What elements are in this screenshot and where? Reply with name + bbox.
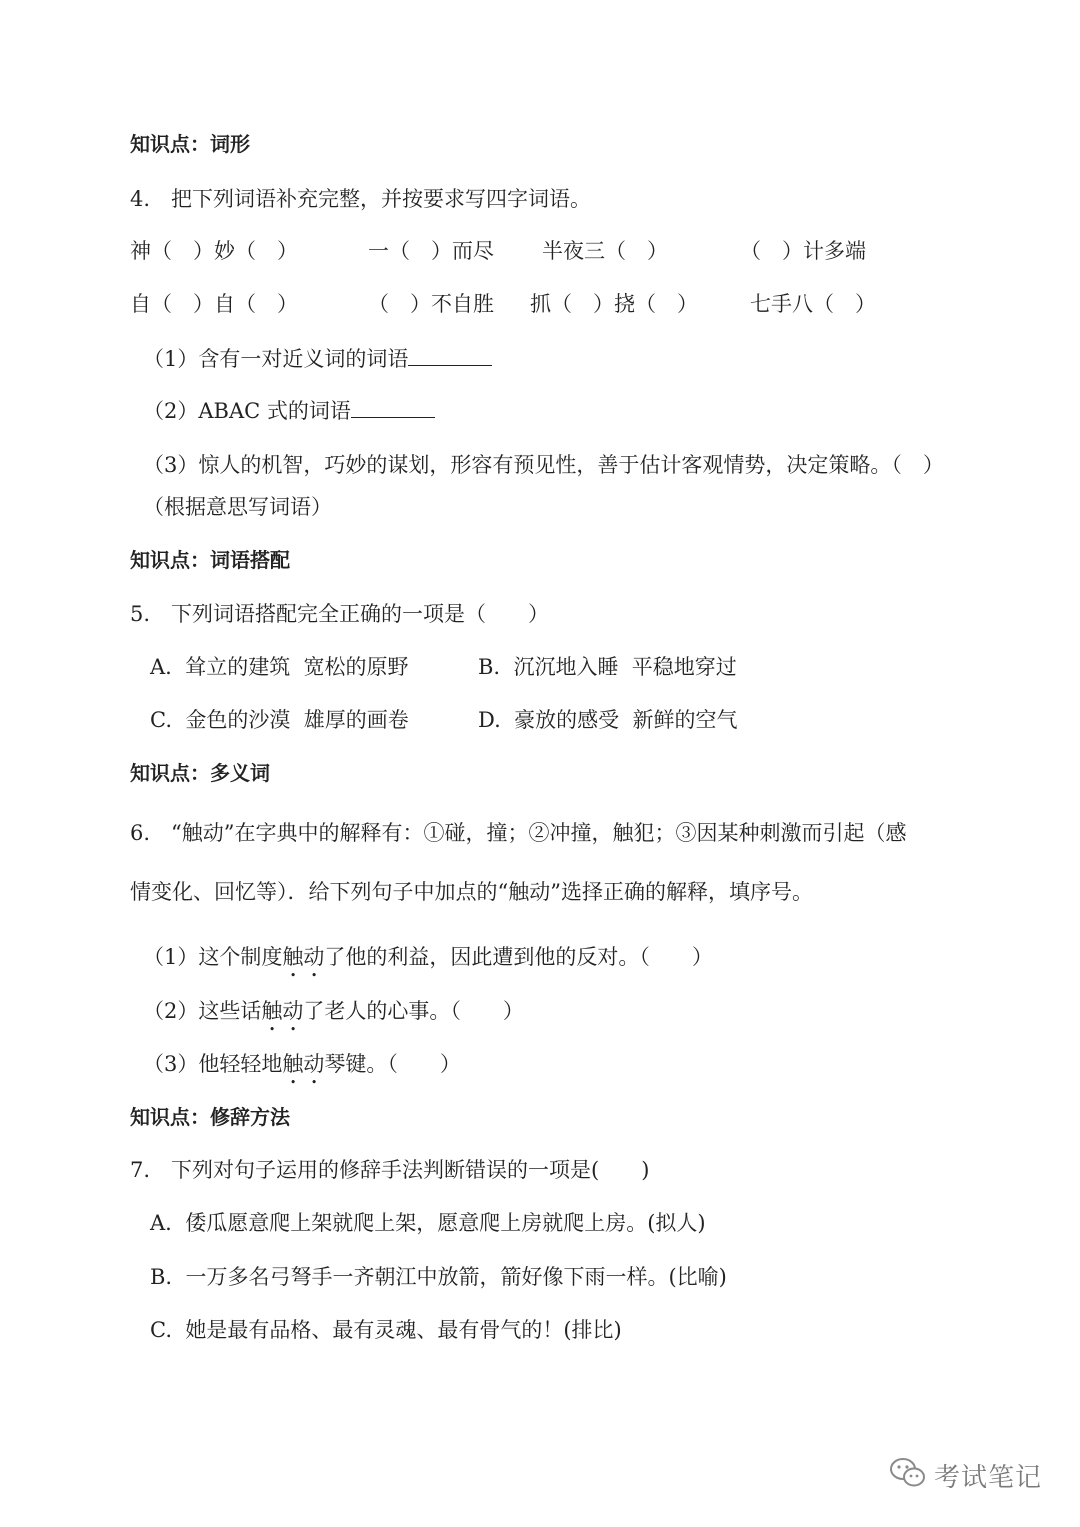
q6-s2-post: 了老人的心事。（ ） — [303, 999, 524, 1023]
question-4-stem: 4. 把下列词语补充完整，并按要求写四字词语。 — [130, 187, 592, 211]
q6-sentence3 — [143, 1049, 461, 1089]
dotted-word: 触动 — [282, 945, 325, 969]
q6-s2-pre: （2）这些话 — [143, 999, 262, 1023]
q5-option-b: B. 沉沉地入睡 平稳地穿过 — [478, 655, 737, 679]
answer-blank — [408, 347, 492, 366]
q4-row1-item1: 神（ ）妙（ ） — [130, 239, 298, 263]
q4-row1-item4: （ ）计多端 — [740, 239, 866, 263]
question-5-stem: 5. 下列词语搭配完全正确的一项是（ ） — [130, 602, 550, 626]
q4-part1 — [143, 344, 492, 374]
question-6-stem-line1: 6. “触动”在字典中的解释有：①碰，撞；②冲撞，触犯；③因某种刺激而引起（感 — [130, 821, 907, 845]
section-heading-word-form: 知识点：词形 — [130, 132, 250, 156]
q4-row2-item1: 自（ ）自（ ） — [130, 292, 298, 316]
dotted-word: 触动 — [282, 1052, 325, 1076]
q4-part3-note: （根据意思写词语） — [143, 495, 332, 519]
question-6-stem-line2: 情变化、回忆等）．给下列句子中加点的“触动”选择正确的解释，填序号。 — [130, 880, 813, 904]
watermark-text: 考试笔记 — [933, 1462, 1042, 1493]
q7-option-c: C. 她是最有品格、最有灵魂、最有骨气的！(排比) — [150, 1318, 622, 1342]
q4-part2-text: （2）ABAC 式的词语 — [143, 399, 351, 423]
q4-row1-item2: 一（ ）而尽 — [368, 239, 494, 263]
q7-option-a: A. 倭瓜愿意爬上架就爬上架，愿意爬上房就爬上房。(拟人) — [150, 1211, 706, 1235]
q6-s1-post: 了他的利益，因此遭到他的反对。（ ） — [324, 945, 713, 969]
wechat-icon — [888, 1456, 928, 1494]
q4-part3: （3）惊人的机智，巧妙的谋划，形容有预见性，善于估计客观情势，决定策略。（ ） — [143, 453, 944, 477]
q6-sentence1 — [143, 942, 713, 982]
dotted-word: 触动 — [261, 999, 304, 1023]
q4-part1-text: （1）含有一对近义词的词语 — [143, 347, 409, 371]
q4-row2-item4: 七手八（ ） — [750, 292, 876, 316]
section-heading-polysemy: 知识点：多义词 — [130, 761, 270, 785]
answer-blank — [351, 399, 435, 418]
q6-s3-pre: （3）他轻轻地 — [143, 1052, 283, 1076]
watermark — [888, 1456, 1042, 1494]
q4-row2-item2: （ ）不自胜 — [368, 292, 494, 316]
q5-option-c: C. 金色的沙漠 雄厚的画卷 — [150, 708, 409, 732]
q6-s3-post: 琴键。（ ） — [324, 1052, 461, 1076]
question-7-stem: 7. 下列对句子运用的修辞手法判断错误的一项是( ) — [130, 1158, 650, 1182]
q6-s1-pre: （1）这个制度 — [143, 945, 283, 969]
q4-part2 — [143, 396, 435, 426]
q7-option-b: B. 一万多名弓弩手一齐朝江中放箭，箭好像下雨一样。(比喻) — [150, 1265, 727, 1289]
q5-option-d: D. 豪放的感受 新鲜的空气 — [478, 708, 738, 732]
section-heading-collocation: 知识点：词语搭配 — [130, 548, 290, 572]
q6-sentence2 — [143, 996, 524, 1036]
section-heading-rhetoric: 知识点：修辞方法 — [130, 1105, 290, 1129]
q4-row1-item3: 半夜三（ ） — [542, 239, 668, 263]
q5-option-a: A. 耸立的建筑 宽松的原野 — [150, 655, 409, 679]
q4-row2-item3: 抓（ ）挠（ ） — [530, 292, 698, 316]
